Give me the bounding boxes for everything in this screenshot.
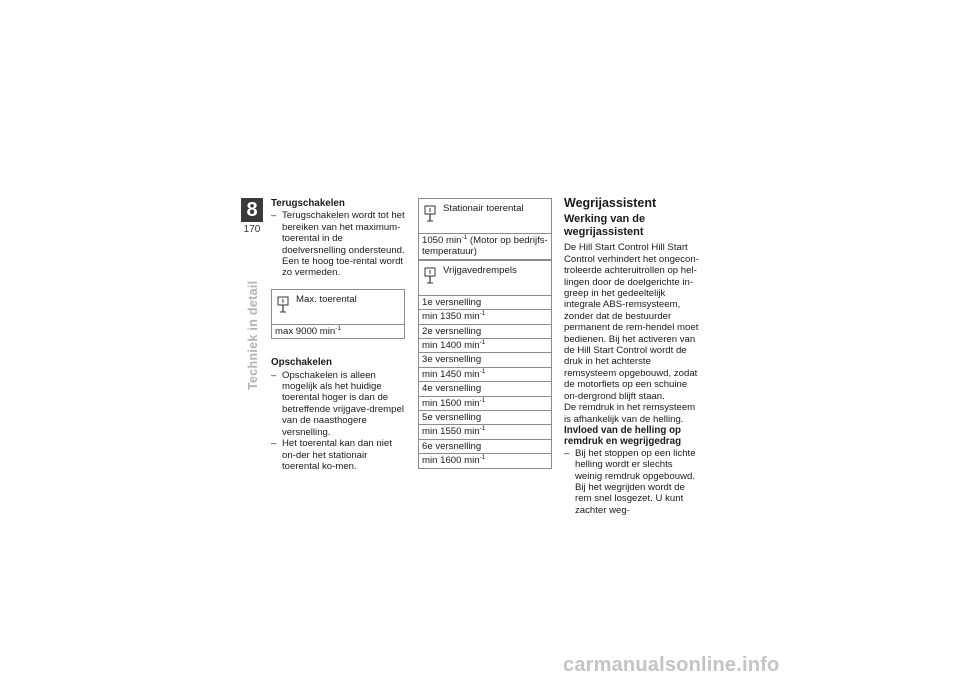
tachometer-icon <box>277 296 289 314</box>
gear-5-value: min 1550 $\min^{-1}$ <box>419 425 551 439</box>
gear-6-label: 6e versnelling <box>419 440 551 454</box>
gear-2-value: min 1400 $\min^{-1}$ <box>419 339 551 353</box>
column-2 <box>418 198 552 469</box>
terugschakelen-heading: Terugschakelen <box>271 198 345 209</box>
werking-paragraph: De Hill Start Control Hill Start Control verhindert het ongecon-troleerde achteruitrollen op hel-lingen door de doelgerichte in-greep in het gedeeltelijk integrale ABS-remsysteem, zonder dat de bestuurder permanent de rem-hendel moet bedienen. Bij het activeren van de Hill Start Control wordt de druk in het achterste remsysteem opgebouwd, zodat de motorfiets op een schuine on-dergrond blijft staan. <box>564 242 699 402</box>
max-toerental-value: max 9000 $\min^{-1}$ <box>275 324 342 337</box>
terugschakelen-text: – Terugschakelen wordt tot het bereiken van het maximum-toerental in de doelversnelling ondersteund. Een te hoog toe-rental wordt zo vermeden. <box>271 210 405 278</box>
gear-4-value: min 1500 $\min^{-1}$ <box>419 397 551 411</box>
stationair-header <box>419 199 551 234</box>
gear-1-value: min 1350 $\min^{-1}$ <box>419 310 551 324</box>
tachometer-icon <box>424 267 436 285</box>
tachometer-icon <box>424 205 436 223</box>
invloed-heading: Invloed van de helling op remdruk en wegrijgedrag <box>564 424 682 448</box>
max-toerental-box <box>271 289 405 339</box>
gear-1-label: 1e versnelling <box>419 296 551 310</box>
gear-6-value: min 1600 $\min^{-1}$ <box>422 454 486 467</box>
vrijgave-box <box>418 260 552 469</box>
column-3 <box>564 198 700 516</box>
chapter-title: Techniek in detail <box>246 280 260 390</box>
vrijgave-label: Vrijgavedrempels <box>443 264 517 276</box>
column-1 <box>271 198 405 472</box>
gear-3-label: 3e versnelling <box>419 353 551 367</box>
gear-3-value: min 1450 $\min^{-1}$ <box>419 368 551 382</box>
vrijgave-header <box>419 261 551 296</box>
remdruk-paragraph: De remdruk in het remsysteem is afhankelijk van de helling. <box>564 402 696 425</box>
gear-5-label: 5e versnelling <box>419 411 551 425</box>
werking-heading: Werking van de wegrijassistent <box>564 213 646 239</box>
gear-2-label: 2e versnelling <box>419 325 551 339</box>
max-toerental-header <box>272 290 404 325</box>
gear-4-label: 4e versnelling <box>419 382 551 396</box>
stationair-label: Stationair toerental <box>443 203 524 214</box>
watermark: carmanualsonline.info <box>563 654 780 676</box>
stationair-value: 1050 $\min^{-1}$ (Motor op bedrijfs-temperatuur) <box>422 233 548 258</box>
invloed-item-1: – Bij het stoppen op een lichte helling wordt er slechts weinig remdruk opgebouwd. Bij het wegrijden wordt de rem snel losgezet. U kunt zachter weg- <box>564 448 700 516</box>
page-number: 170 <box>243 224 261 235</box>
wegrijassistent-heading: Wegrijassistent <box>564 196 657 210</box>
chapter-number: 8 <box>241 198 263 222</box>
stationair-box <box>418 198 552 260</box>
opschakelen-item-2: – Het toerental kan dan niet on-der het stationair toerental ko-men. <box>271 438 405 472</box>
opschakelen-item-1: – Opschakelen is alleen mogelijk als het huidige toerental hoger is dan de betreffende vrijgave-drempel van de naasthogere versnelling. <box>271 370 405 438</box>
max-toerental-label: Max. toerental <box>296 293 357 305</box>
opschakelen-heading: Opschakelen <box>271 357 332 369</box>
